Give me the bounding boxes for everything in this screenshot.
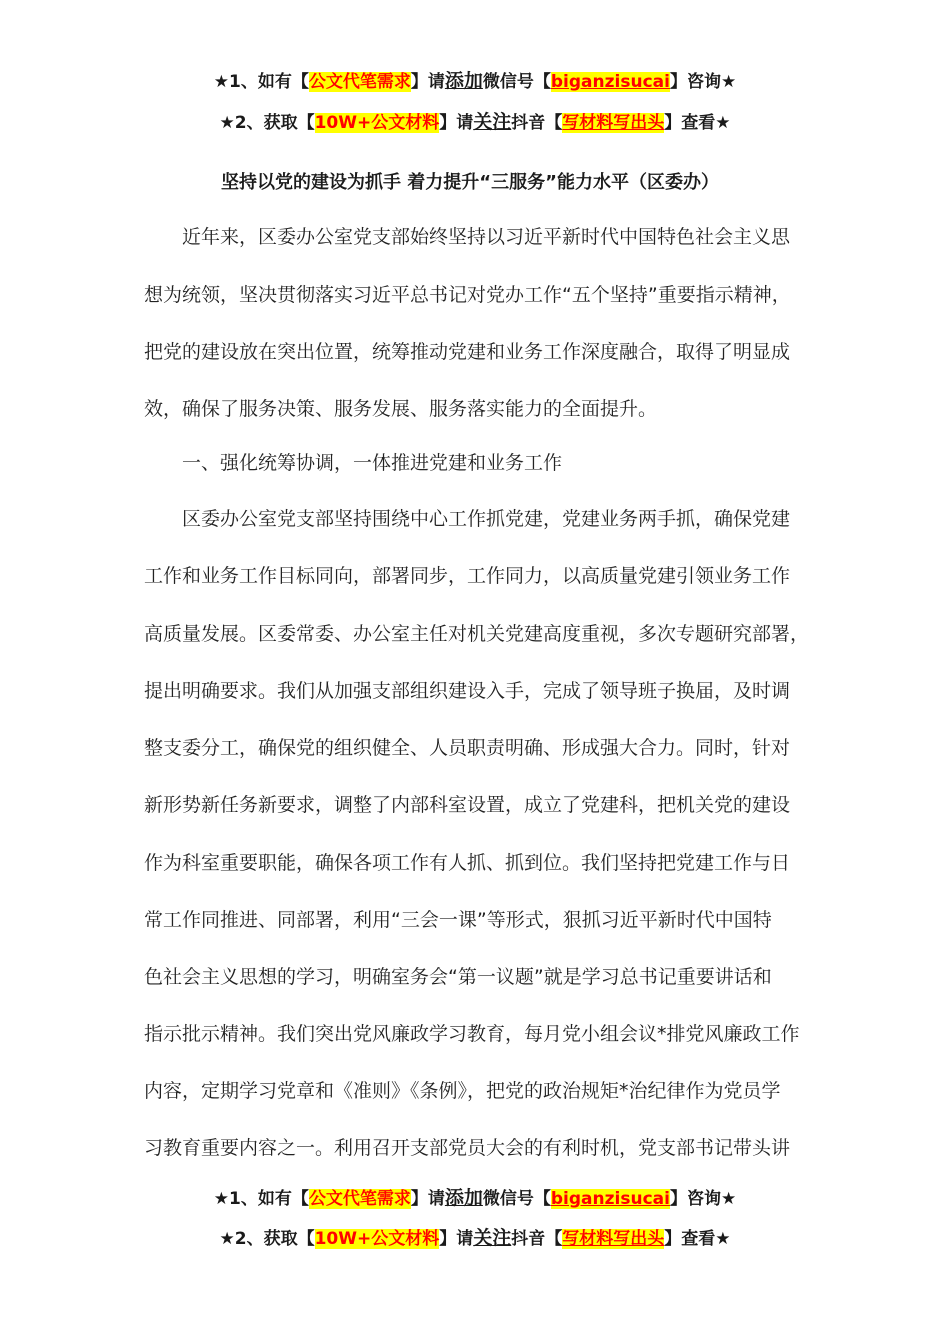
body-line: 提出明确要求。我们从加强支部组织建设入手，完成了领导班子换届，及时调 [144, 680, 791, 702]
promo-underline: 关注 [473, 111, 512, 133]
body-line: 整支委分工，确保党的组织健全、人员职责明确、形成强大合力。同时，针对 [144, 737, 791, 759]
promo-text: 微信号【 [482, 1189, 551, 1209]
promo-text: 】咨询★ [669, 72, 737, 92]
promo-wechat-id: biganzisucai [550, 1189, 670, 1209]
body-line: 效，确保了服务决策、服务发展、服务落实能力的全面提升。 [144, 398, 658, 420]
promo-douyin-id: 写材料写出头 [562, 113, 665, 133]
body-line: 习教育重要内容之一。利用召开支部党员大会的有利时机，党支部书记带头讲 [144, 1137, 791, 1159]
promo-line-1 [0, 1186, 950, 1211]
body-line: 想为统领，坚决贯彻落实习近平总书记对党办工作“五个坚持”重要指示精神， [144, 284, 791, 306]
body-line: 常工作同推进、同部署，利用“三会一课”等形式，狠抓习近平新时代中国特 [144, 909, 772, 931]
promo-douyin-id: 写材料写出头 [562, 1229, 665, 1249]
promo-highlight: 公文代笔需求 [308, 1189, 411, 1209]
promo-text: 】查看★ [664, 113, 731, 133]
body-line: 指示批示精神。我们突出党风廉政学习教育，每月党小组会议*排党风廉政工作 [144, 1023, 800, 1045]
promo-text: ★2、获取【 [219, 1229, 315, 1249]
body-line: 内容，定期学习党章和《准则》《条例》，把党的政治规矩*治纪律作为党员学 [144, 1080, 781, 1102]
promo-text: 】请 [439, 113, 474, 133]
body-line: 新形势新任务新要求，调整了内部科室设置，成立了党建科，把机关党的建设 [144, 794, 791, 816]
body-line: 作为科室重要职能，确保各项工作有人抓、抓到位。我们坚持把党建工作与日 [144, 852, 791, 874]
promo-text: 】请 [439, 1229, 474, 1249]
promo-text: 】请 [410, 1189, 445, 1209]
promo-text: ★1、如有【 [213, 1189, 309, 1209]
promo-underline: 添加 [444, 1187, 483, 1209]
promo-underline: 关注 [473, 1227, 512, 1249]
section-heading: 一、强化统筹协调，一体推进党建和业务工作 [182, 452, 563, 474]
body-line: 高质量发展。区委常委、办公室主任对机关党建高度重视，多次专题研究部署， [144, 623, 810, 645]
promo-line-2 [0, 1226, 950, 1251]
body-line: 工作和业务工作目标同向，部署同步，工作同力，以高质量党建引领业务工作 [144, 565, 791, 587]
body-line: 区委办公室党支部坚持围绕中心工作抓党建，党建业务两手抓，确保党建 [182, 508, 791, 530]
promo-text: ★1、如有【 [213, 72, 309, 92]
promo-highlight: 10W+公文材料 [314, 113, 440, 133]
body-line: 把党的建设放在突出位置，统筹推动党建和业务工作深度融合，取得了明显成 [144, 341, 791, 363]
promo-text: 抖音【 [511, 1229, 563, 1249]
promo-wechat-id: biganzisucai [550, 72, 670, 92]
promo-text: 】查看★ [664, 1229, 731, 1249]
promo-text: 】请 [410, 72, 445, 92]
promo-line-2 [0, 110, 950, 135]
body-line: 色社会主义思想的学习，明确室务会“第一议题”就是学习总书记重要讲话和 [144, 966, 772, 988]
promo-highlight: 10W+公文材料 [314, 1229, 440, 1249]
promo-underline: 添加 [444, 70, 483, 92]
promo-line-1 [0, 69, 950, 94]
document-title: 坚持以党的建设为抓手 着力提升“三服务”能力水平（区委办） [221, 172, 719, 193]
promo-highlight: 公文代笔需求 [308, 72, 411, 92]
body-line: 近年来，区委办公室党支部始终坚持以习近平新时代中国特色社会主义思 [182, 226, 791, 248]
promo-text: 微信号【 [482, 72, 551, 92]
promo-text: ★2、获取【 [219, 113, 315, 133]
promo-text: 抖音【 [511, 113, 563, 133]
promo-text: 】咨询★ [669, 1189, 737, 1209]
